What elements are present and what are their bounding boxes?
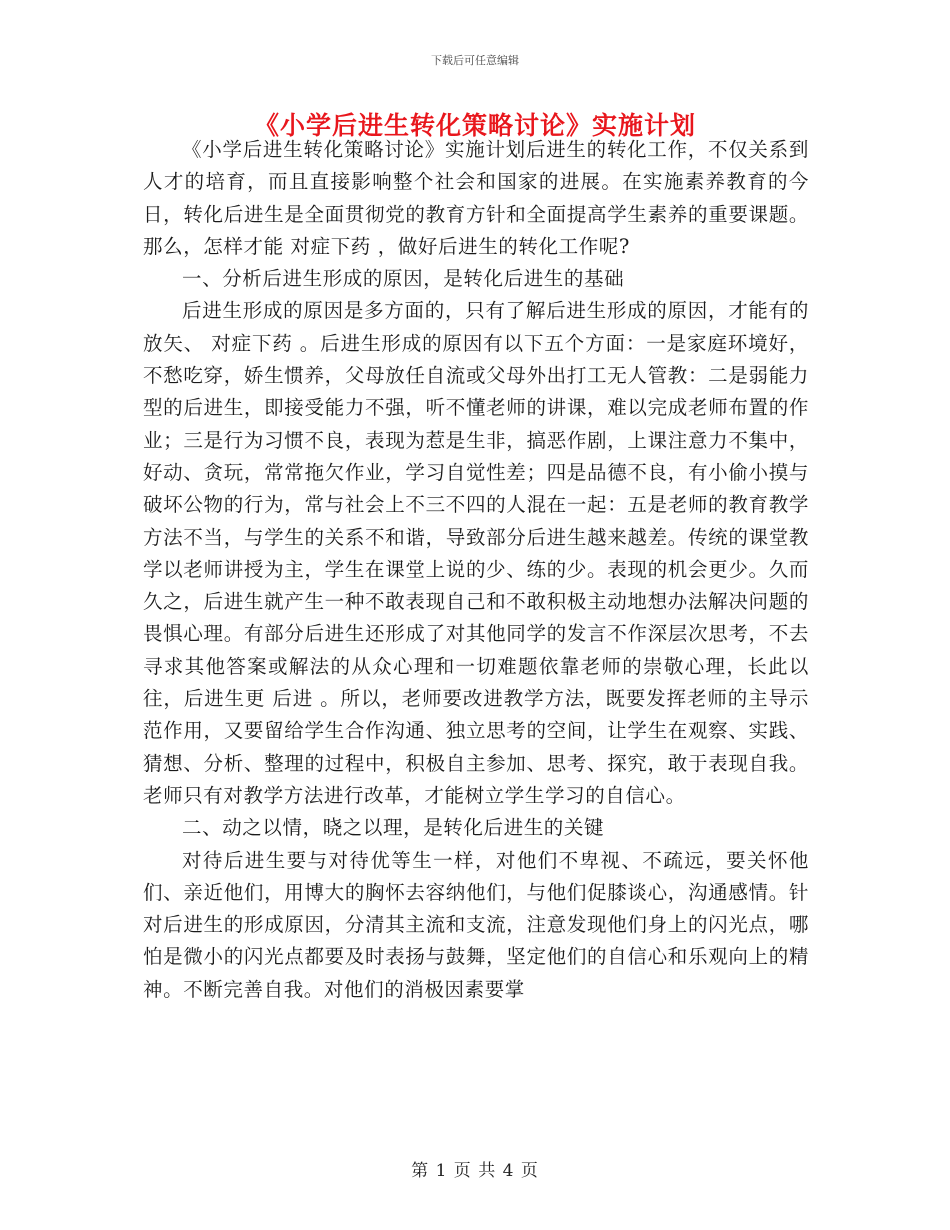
document-body xyxy=(143,134,809,1006)
paragraph-intro: 《小学后进生转化策略讨论》实施计划后进生的转化工作，不仅关系到人才的培育，而且直接影响整个社会和国家的进展。在实施素养教育的今日，转化后进生是全面贯彻党的教育方针和全面提高学生素养的重要课题。那么，怎样才能 对症下药 ，做好后进生的转化工作呢? xyxy=(143,138,809,258)
page-number: 第 1 页 共 4 页 xyxy=(411,1161,539,1181)
document-title: 《小学后进生转化策略讨论》实施计划 xyxy=(253,111,696,140)
header-note: 下载后可任意编辑 xyxy=(431,54,519,67)
section-heading-2: 二、动之以情，晓之以理，是转化后进生的关键 xyxy=(182,816,605,840)
paragraph-causes: 后进生形成的原因是多方面的，只有了解后进生形成的原因，才能有的放矢、 对症下药 。后进生形成的原因有以下五个方面：一是家庭环境好，不愁吃穿，娇生惯养，父母放任自流或父母外出打工无人管教：二是弱能力型的后进生，即接受能力不强，听不懂老师的讲课，难以完成老师布置的作业；三是行为习惯不良，表现为惹是生非，搞恶作剧，上课注意力不集中，好动、贪玩，常常拖欠作业，学习自觉性差；四是品德不良，有小偷小摸与破坏公物的行为，常与社会上不三不四的人混在一起：五是老师的教育教学方法不当，与学生的关系不和谐，导致部分后进生越来越差。传统的课堂教学以老师讲授为主，学生在课堂上说的少、练的少。表现的机会更少。久而久之，后进生就产生一种不敢表现自己和不敢积极主动地想办法解决问题的畏惧心理。有部分后进生还形成了对其他同学的发言不作深层次思考，不去寻求其他答案或解法的从众心理和一切难题依靠老师的崇敬心理，长此以往，后进生更 后进 。所以，老师要改进教学方法，既要发挥老师的主导示范作用，又要留给学生合作沟通、独立思考的空间，让学生在观察、实践、猜想、分析、整理的过程中，积极自主参加、思考、探究，敢于表现自我。老师只有对教学方法进行改革，才能树立学生学习的自信心。 xyxy=(143,299,809,807)
paragraph-emotion: 对待后进生要与对待优等生一样，对他们不卑视、不疏远，要关怀他们、亲近他们，用博大的胸怀去容纳他们，与他们促膝谈心，沟通感情。针对后进生的形成原因，分清其主流和支流，注意发现他们身上的闪光点，哪怕是微小的闪光点都要及时表扬与鼓舞，坚定他们的自信心和乐观向上的精神。不断完善自我。对他们的消极因素要掌 xyxy=(143,848,809,1001)
section-heading-1: 一、分析后进生形成的原因，是转化后进生的基础 xyxy=(182,267,625,291)
